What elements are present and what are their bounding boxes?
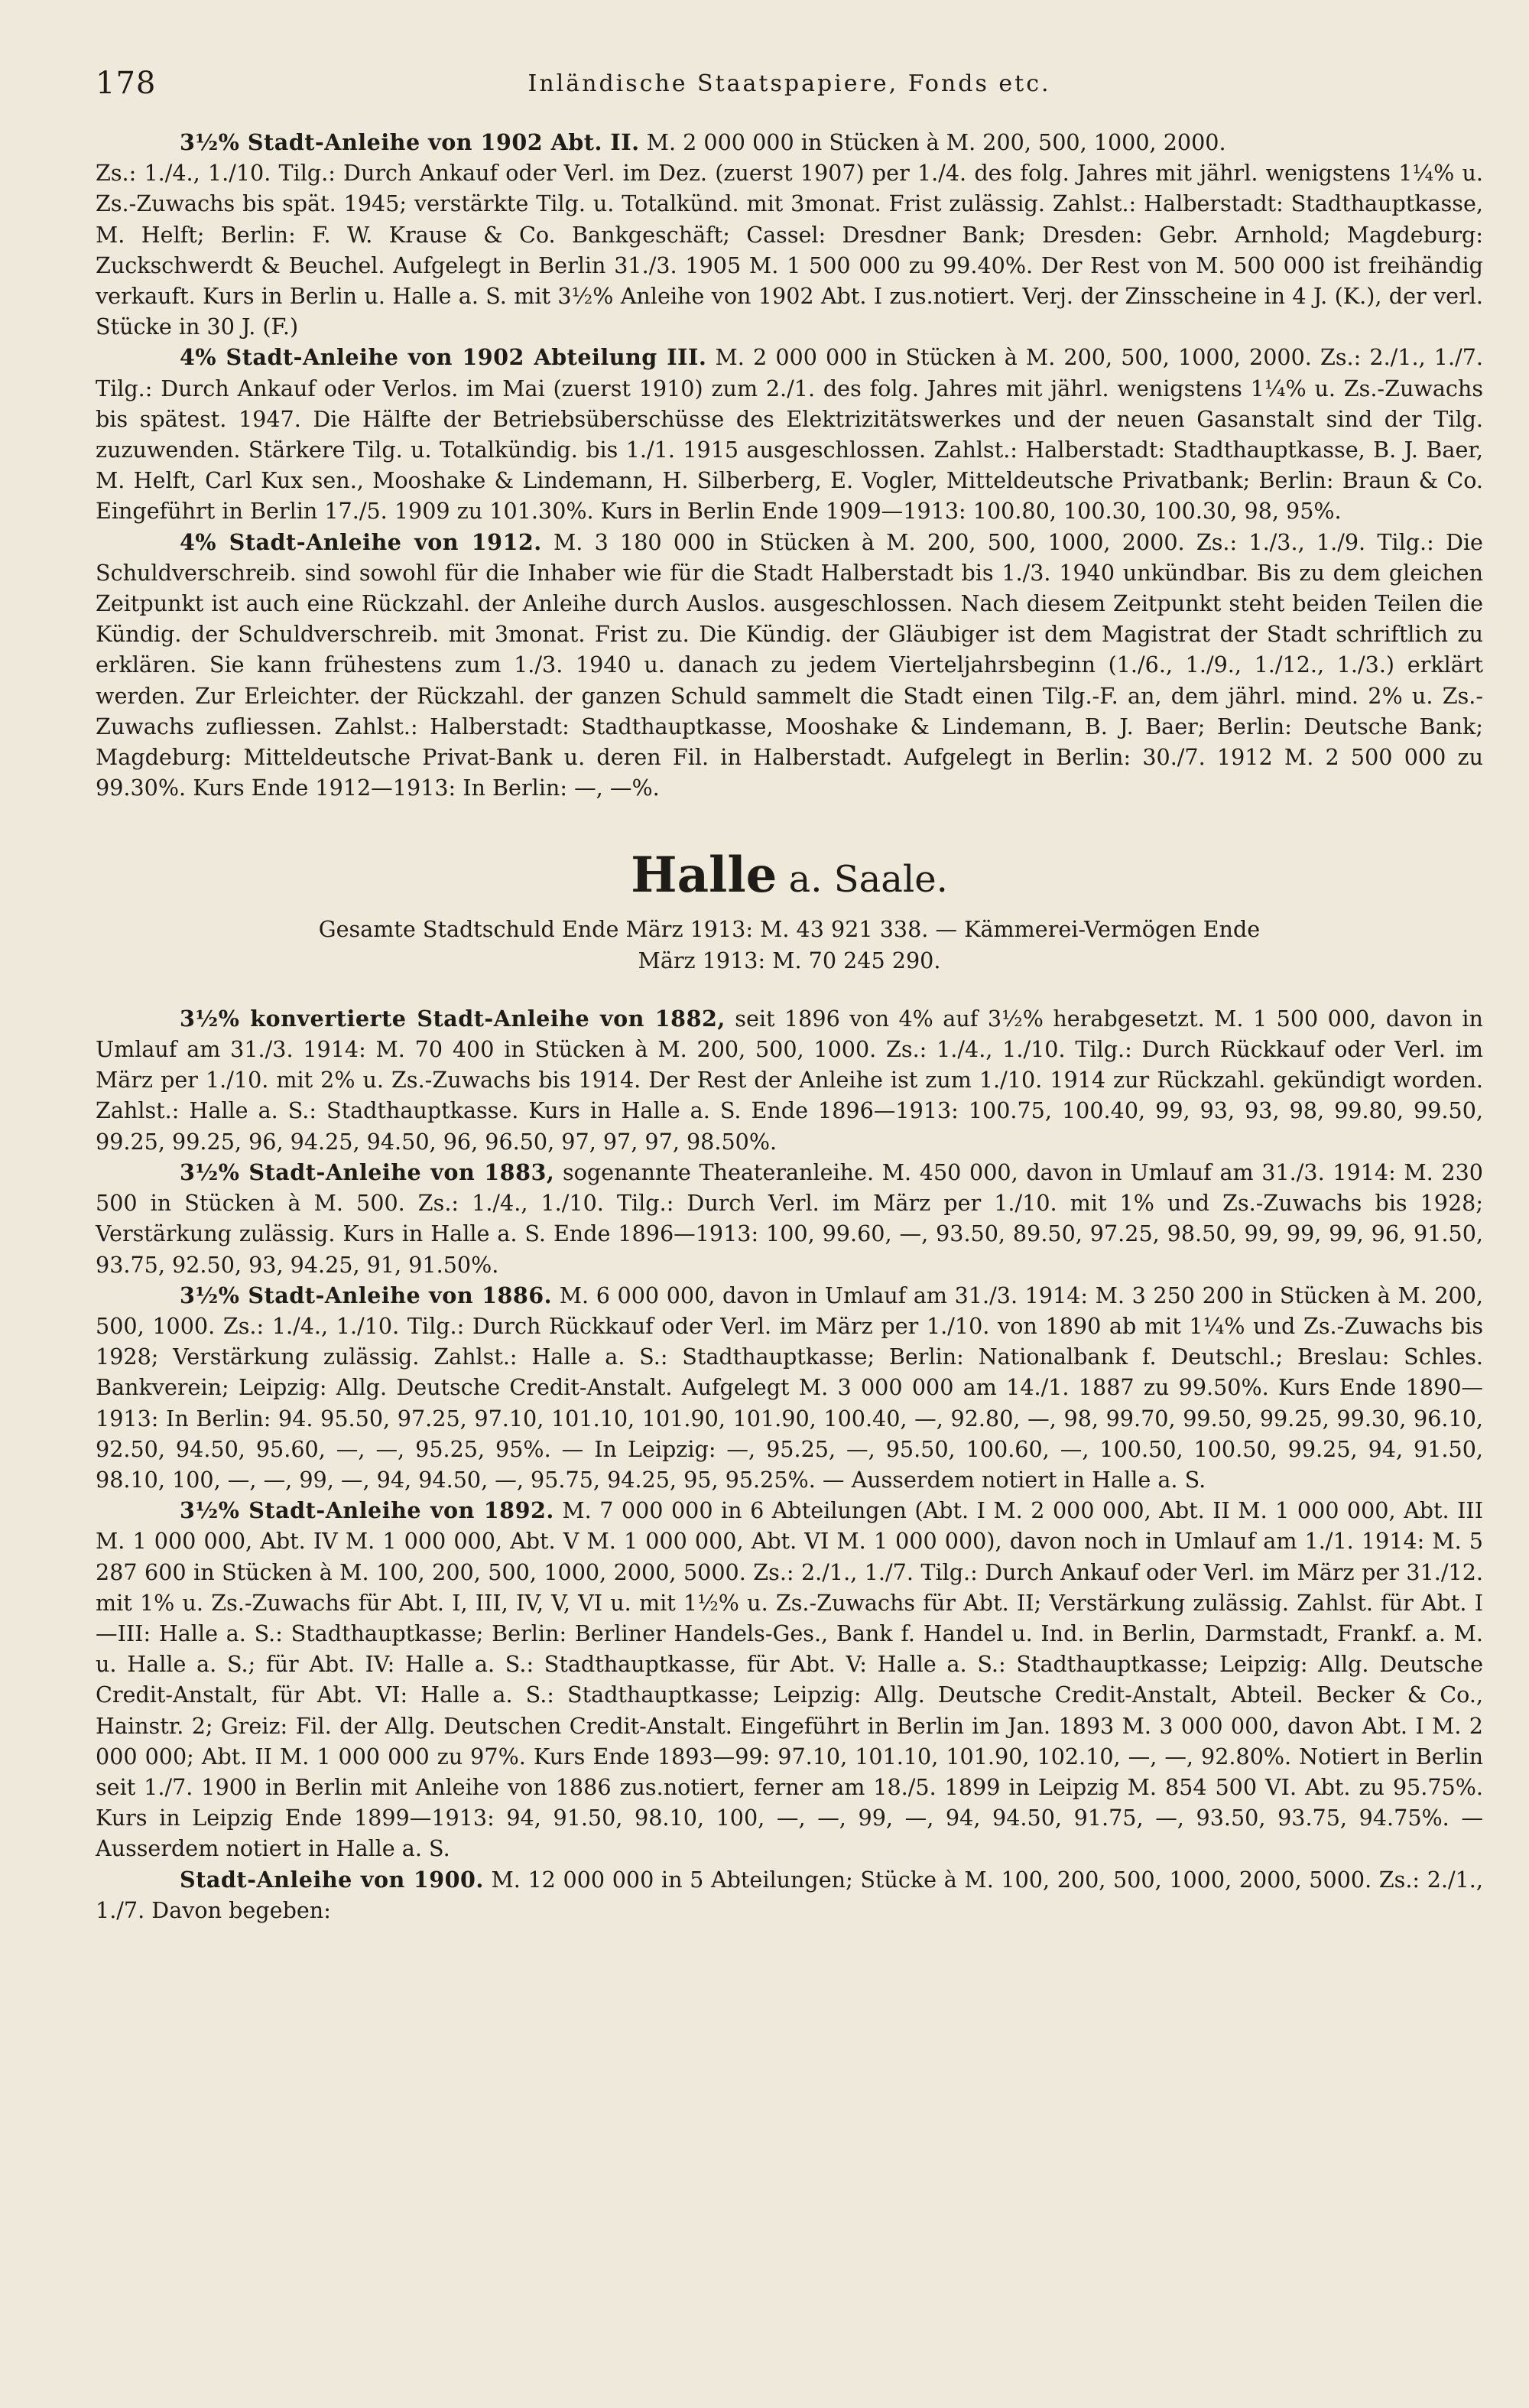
page-number: 178 (96, 66, 157, 101)
entry-body: M. 3 180 000 in Stücken à M. 200, 500, 1000, 2000. Zs.: 1./3., 1./9. Tilg.: Die Schuldverschreib. sind sowohl für die Inhaber wie für die Stadt Halberstadt bis 1./3. 1940 unkündbar. Bis zu dem gleichen Zeitpunkt ist auch eine Rückzahl. der Anleihe durch Auslos. ausgeschlossen. Nach diesem Zeitpunkt steht beiden Teilen die Kündig. der Schuldverschreib. mit 3monat. Frist zu. Die Kündig. der Gläubiger ist dem Magistrat der Stadt schriftlich zu erklären. Sie kann frühestens zum 1./3. 1940 u. danach zu jedem Vierteljahrsbeginn (1./6., 1./9., 1./12., 1./3.) erklärt werden. Zur Erleichter. der Rückzahl. der ganzen Schuld sammelt die Stadt einen Tilg.-F. an, dem jährl. mind. 2% u. Zs.-Zuwachs zufliessen. Zahlst.: Halberstadt: Stadthauptkasse, Mooshake & Lindemann, B. J. Baer; Berlin: Deutsche Bank; Magdeburg: Mitteldeutsche Privat-Bank u. deren Fil. in Halberstadt. Aufgelegt in Berlin: 30./7. 1912 M. 2 500 000 zu 99.30%. Kurs Ende 1912—1913: In Berlin: —, —%. (96, 528, 1483, 801)
city-debt-line: Gesamte Stadtschuld Ende März 1913: M. 43 921 338. — Kämmerei-Vermögen Ende (318, 916, 1261, 943)
entry-body: M. 12 000 000 in 5 Abteilungen; Stücke à M. 100, 200, 500, 1000, 2000, 5000. Zs.: 2./1., 1./7. Davon begeben: (96, 1866, 1483, 1923)
running-title: Inländische Staatspapiere, Fonds etc. (528, 70, 1051, 97)
city-name: Halle (631, 847, 777, 905)
entry-halberstadt-1902-abt2 (96, 127, 1483, 158)
entry-body: M. 2 000 000 in Stücken à M. 200, 500, 1000, 2000. Zs.: 2./1., 1./7. Tilg.: Durch Ankauf oder Verlos. im Mai (zuerst 1910) zum 2./1. des folg. Jahres mit jährl. wenigstens 1¼% u. Zs.-Zuwachs bis spätest. 1947. Die Hälfte der Betriebsüberschüsse des Elektrizitätswerkes und der neuen Gasanstalt sind der Tilg. zuzuwenden. Stärkere Tilg. u. Totalkündig. bis 1./1. 1915 ausgeschlossen. Zahlst.: Halberstadt: Stadthauptkasse, B. J. Baer, M. Helft, Carl Kux sen., Mooshake & Lindemann, H. Silberberg, E. Vogler, Mitteldeutsche Privatbank; Berlin: Braun & Co. Eingeführt in Berlin 17./5. 1909 zu 101.30%. Kurs in Berlin Ende 1909—1913: 100.80, 100.30, 100.30, 98, 95%. (96, 344, 1483, 525)
city-debt-line: März 1913: M. 70 245 290. (638, 947, 941, 973)
entry-body: M. 6 000 000, davon in Umlauf am 31./3. 1914: M. 3 250 200 in Stücken à M. 200, 500, 1000. Zs.: 1./4., 1./10. Tilg.: Durch Rückkauf oder Verl. im März per 1./10. von 1890 ab mit 1¼% und Zs.-Zuwachs bis 1928; Verstärkung zulässig. Zahlst.: Halle a. S.: Stadthauptkasse; Berlin: Nationalbank f. Deutschl.; Breslau: Schles. Bankverein; Leipzig: Allg. Deutsche Credit-Anstalt. Aufgelegt M. 3 000 000 am 14./1. 1887 zu 99.50%. Kurs Ende 1890—1913: In Berlin: 94. 95.50, 97.25, 97.10, 101.10, 101.90, 101.90, 100.40, —, 92.80, —, 98, 99.70, 99.50, 99.25, 99.30, 96.10, 92.50, 94.50, 95.60, —, —, 95.25, 95%. — In Leipzig: —, 95.25, —, 95.50, 100.60, —, 100.50, 100.50, 99.25, 94, 91.50, 98.10, 100, —, —, 99, —, 94, 94.50, —, 95.75, 94.25, 95, 95.25%. — Ausserdem notiert in Halle a. S. (96, 1282, 1483, 1493)
entry-title: 4% Stadt-Anleihe von 1902 Abteilung III. (180, 344, 707, 371)
entry-title: 3½% Stadt-Anleihe von 1883, (180, 1159, 555, 1185)
entry-body: M. 2 000 000 in Stücken à M. 200, 500, 1000, 2000. (639, 129, 1226, 155)
entry-halle-1886 (96, 1280, 1483, 1495)
entry-body: seit 1896 von 4% auf 3½% herabgesetzt. M. 1 500 000, davon in Umlauf am 31./3. 1914: M. 70 400 in Stücken à M. 200, 500, 1000. Zs.: 1./4., 1./10. Tilg.: Durch Rückkauf oder Verl. im März per 1./10. mit 2% u. Zs.-Zuwachs bis 1914. Der Rest der Anleihe ist zum 1./10. 1914 zur Rückzahl. gekündigt worden. Zahlst.: Halle a. S.: Stadthauptkasse. Kurs in Halle a. S. Ende 1896—1913: 100.75, 100.40, 99, 93, 93, 98, 99.80, 99.50, 99.25, 99.25, 96, 94.25, 94.50, 96, 96.50, 97, 97, 97, 98.50%. (96, 1005, 1483, 1155)
entry-title: 3½% Stadt-Anleihe von 1902 Abt. II. (180, 129, 640, 155)
entry-halberstadt-1912 (96, 527, 1483, 804)
city-heading (96, 841, 1483, 914)
entry-halle-1900 (96, 1864, 1483, 1925)
entry-body: M. 7 000 000 in 6 Abteilungen (Abt. I M. 2 000 000, Abt. II M. 1 000 000, Abt. III M. 1 000 000, Abt. IV M. 1 000 000, Abt. V M. 1 000 000, Abt. VI M. 1 000 000), davon noch in Umlauf am 1./1. 1914: M. 5 287 600 in Stücken à M. 100, 200, 500, 1000, 2000, 5000. Zs.: 2./1., 1./7. Tilg.: Durch Ankauf oder Verl. im März per 31./12. mit 1% u. Zs.-Zuwachs für Abt. I, III, IV, V, VI u. mit 1½% u. Zs.-Zuwachs für Abt. II; Verstärkung zulässig. Zahlst. für Abt. I—III: Halle a. S.: Stadthauptkasse; Berlin: Berliner Handels-Ges., Bank f. Handel u. Ind. in Berlin, Darmstadt, Frankf. a. M. u. Halle a. S.; für Abt. IV: Halle a. S.: Stadthauptkasse, für Abt. V: Halle a. S.: Stadthauptkasse; Leipzig: Allg. Deutsche Credit-Anstalt, für Abt. VI: Halle a. S.: Stadthauptkasse; Leipzig: Allg. Deutsche Credit-Anstalt, Abteil. Becker & Co., Hainstr. 2; Greiz: Fil. der Allg. Deutschen Credit-Anstalt. Eingeführt in Berlin im Jan. 1893 M. 3 000 000, davon Abt. I M. 2 000 000; Abt. II M. 1 000 000 zu 97%. Kurs Ende 1893—99: 97.10, 101.10, 101.90, 102.10, —, —, 92.80%. Notiert in Berlin seit 1./7. 1900 in Berlin mit Anleihe von 1886 zus.notiert, ferner am 18./5. 1899 in Leipzig M. 854 500 VI. Abt. zu 95.75%. Kurs in Leipzig Ende 1899—1913: 94, 91.50, 98.10, 100, —, —, 99, —, 94, 94.50, 91.75, —, 93.50, 93.75, 94.75%. — Ausserdem notiert in Halle a. S. (96, 1497, 1484, 1862)
entry-title: Stadt-Anleihe von 1900. (180, 1866, 484, 1893)
city-suffix: a. Saale. (777, 858, 948, 902)
entry-title: 3½% Stadt-Anleihe von 1886. (180, 1282, 553, 1308)
spacer (96, 976, 1483, 1003)
entry-halberstadt-1902-abt3 (96, 342, 1483, 526)
entry-halle-1882 (96, 1003, 1483, 1157)
entry-title: 3½% Stadt-Anleihe von 1892. (180, 1497, 554, 1524)
entry-title: 3½% konvertierte Stadt-Anleihe von 1882, (180, 1005, 726, 1032)
entry-body-continued: Zs.: 1./4., 1./10. Tilg.: Durch Ankauf oder Verl. im Dez. (zuerst 1907) per 1./4. des folg. Jahres mit jährl. wenigstens 1¼% u. Zs.-Zuwachs bis spät. 1945; verstärkte Tilg. u. Totalkünd. mit 3monat. Frist zulässig. Zahlst.: Halberstadt: Stadthauptkasse, M. Helft; Berlin: F. W. Krause & Co. Bankgeschäft; Cassel: Dresdner Bank; Dresden: Gebr. Arnhold; Magdeburg: Zuckschwerdt & Beuchel. Aufgelegt in Berlin 31./3. 1905 M. 1 500 000 zu 99.40%. Der Rest von M. 500 000 ist freihändig verkauft. Kurs in Berlin u. Halle a. S. mit 3½% Anleihe von 1902 Abt. I zus.notiert. Verj. der Zinsscheine in 4 J. (K.), der verl. Stücke in 30 J. (F.) (96, 160, 1483, 340)
entry-halle-1883 (96, 1157, 1483, 1280)
entry-halle-1892 (96, 1495, 1483, 1864)
page-header (96, 66, 1483, 127)
entry-title: 4% Stadt-Anleihe von 1912. (180, 528, 542, 555)
entry-body: sogenannte Theateranleihe. M. 450 000, davon in Umlauf am 31./3. 1914: M. 230 500 in Stücken à M. 500. Zs.: 1./4., 1./10. Tilg.: Durch Verl. im März per 1./10. mit 1% und Zs.-Zuwachs bis 1928; Verstärkung zulässig. Kurs in Halle a. S. Ende 1896—1913: 100, 99.60, —, 93.50, 89.50, 97.25, 98.50, 99, 99, 99, 96, 91.50, 93.75, 92.50, 93, 94.25, 91, 91.50%. (96, 1159, 1483, 1278)
